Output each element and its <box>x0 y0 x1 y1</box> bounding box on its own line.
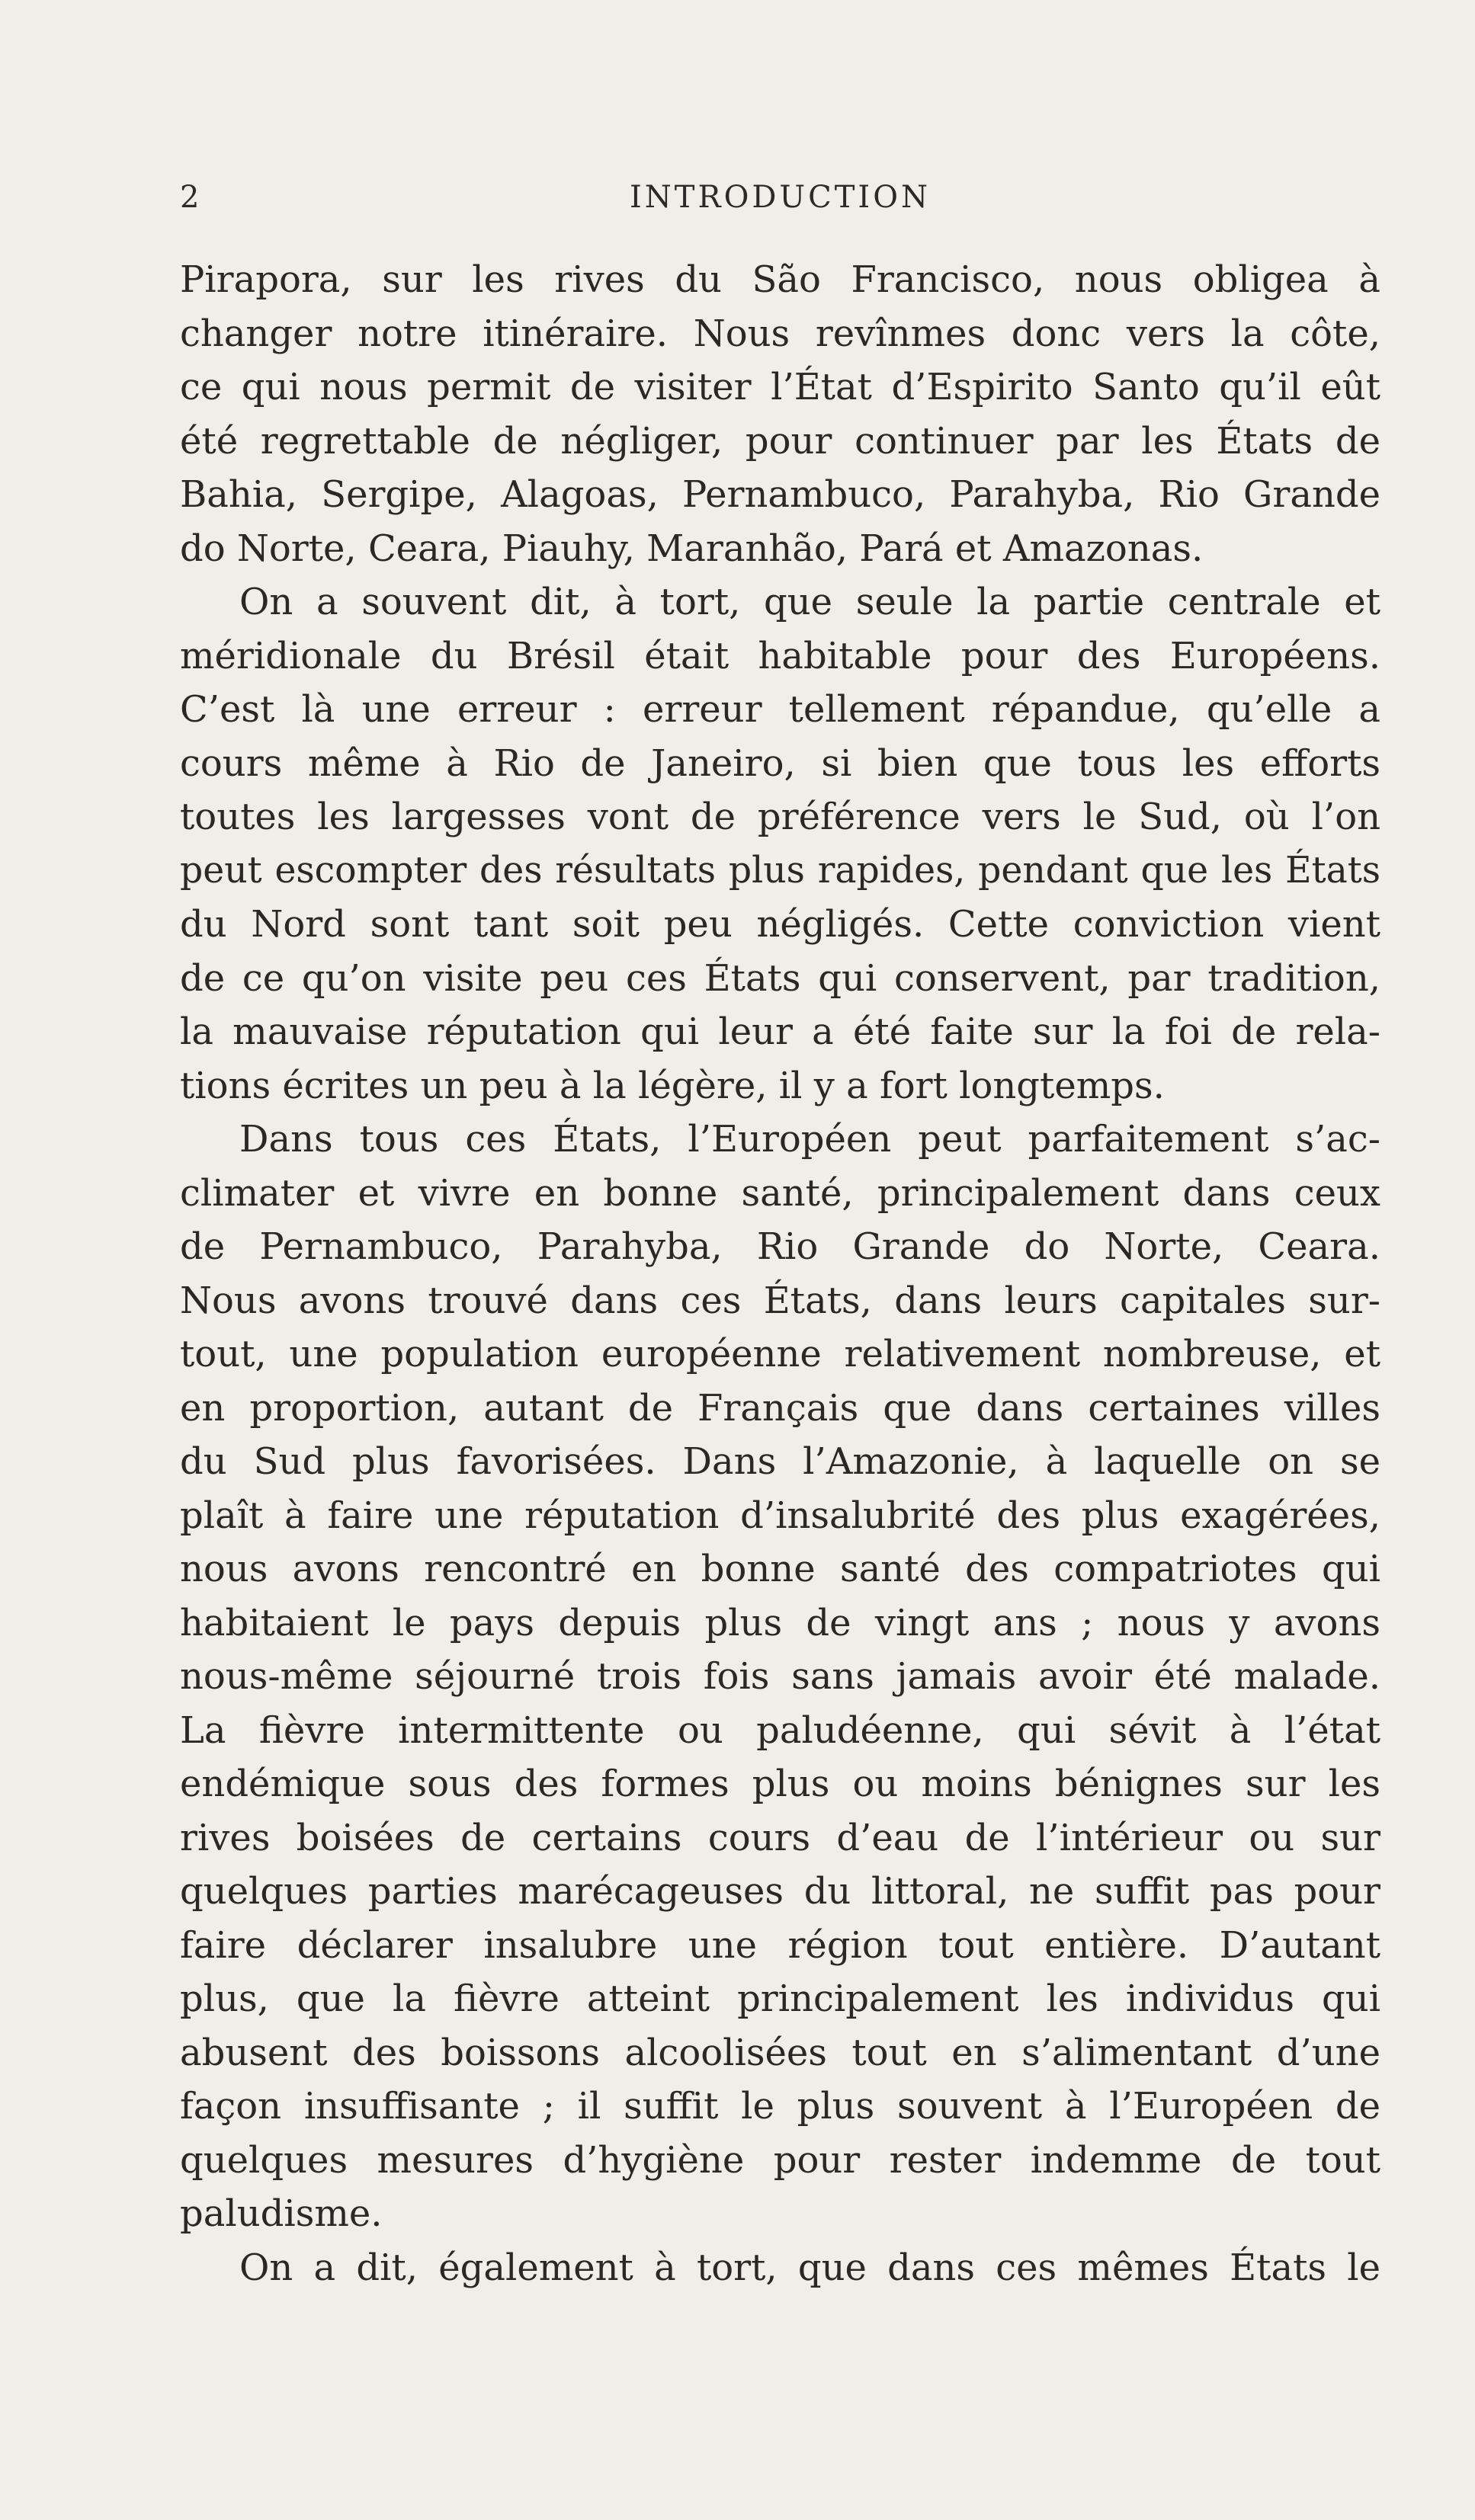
text-line: Pirapora, sur les rives du São Francisco, nous obligea à <box>180 258 1380 301</box>
text-line: quelques mesures d’hygiène pour rester indemme de tout <box>180 2138 1380 2182</box>
text-line: été regrettable de négliger, pour continuer par les États de <box>180 419 1380 463</box>
text-line: nous-même séjourné trois fois sans jamais avoir été malade. <box>180 1655 1380 1698</box>
text-line: changer notre itinéraire. Nous revînmes donc vers la côte, <box>180 312 1380 355</box>
text-line: peut escompter des résultats plus rapides, pendant que les États <box>180 849 1380 892</box>
text-line: tout, une population européenne relativement nombreuse, et <box>180 1333 1380 1375</box>
text-line: do Norte, Ceara, Piauhy, Maranhão, Pará et Amazonas. <box>180 527 1204 570</box>
text-line: endémique sous des formes plus ou moins bénignes sur les <box>180 1763 1380 1805</box>
running-head <box>180 180 1380 226</box>
text-line: de Pernambuco, Parahyba, Rio Grande do Norte, Ceara. <box>180 1225 1380 1268</box>
text-line: quelques parties marécageuses du littoral, ne suffit pas pour <box>180 1870 1380 1913</box>
text-line: Nous avons trouvé dans ces États, dans leurs capitales sur- <box>180 1279 1380 1322</box>
text-line: cours même à Rio de Janeiro, si bien que tous les efforts <box>180 741 1380 785</box>
text-line: C’est là une erreur : erreur tellement répandue, qu’elle a <box>180 688 1380 731</box>
running-title: INTRODUCTION <box>629 180 931 215</box>
text-line: habitaient le pays depuis plus de vingt ans ; nous y avons <box>180 1601 1380 1644</box>
text-line: du Nord sont tant soit peu négligés. Cette conviction vient <box>180 903 1380 946</box>
body-text <box>180 253 1380 2294</box>
text-line: toutes les largesses vont de préférence vers le Sud, où l’on <box>180 796 1380 838</box>
text-line: façon insuffisante ; il suffit le plus souvent à l’Européen de <box>180 2085 1380 2128</box>
page-number: 2 <box>180 180 201 215</box>
text-line: paludisme. <box>180 2192 383 2235</box>
text-line: Dans tous ces États, l’Européen peut parfaitement s’ac- <box>239 1118 1380 1161</box>
text-line: On a souvent dit, à tort, que seule la partie centrale et <box>239 581 1380 623</box>
text-line: la mauvaise réputation qui leur a été faite sur la foi de rela- <box>180 1010 1380 1053</box>
text-line: du Sud plus favorisées. Dans l’Amazonie, à laquelle on se <box>180 1440 1380 1483</box>
text-line: plaît à faire une réputation d’insalubrité des plus exagérées, <box>180 1494 1380 1537</box>
text-line: Bahia, Sergipe, Alagoas, Pernambuco, Parahyba, Rio Grande <box>180 473 1380 516</box>
text-line: plus, que la fièvre atteint principalement les individus qui <box>180 1977 1380 2020</box>
text-line: climater et vivre en bonne santé, principalement dans ceux <box>180 1171 1380 1215</box>
text-line: de ce qu’on visite peu ces États qui conservent, par tradition, <box>180 956 1380 1000</box>
text-line: ce qui nous permit de visiter l’État d’Espirito Santo qu’il eût <box>180 366 1380 408</box>
text-line: méridionale du Brésil était habitable pour des Européens. <box>180 634 1380 677</box>
text-line: La fièvre intermittente ou paludéenne, qui sévit à l’état <box>180 1708 1380 1752</box>
text-line: abusent des boissons alcoolisées tout en s’alimentant d’une <box>180 2031 1380 2074</box>
text-line: rives boisées de certains cours d’eau de l’intérieur ou sur <box>180 1816 1380 1859</box>
text-line: nous avons rencontré en bonne santé des compatriotes qui <box>180 1548 1380 1590</box>
text-line: tions écrites un peu à la légère, il y a fort longtemps. <box>180 1064 1165 1107</box>
text-line: On a dit, également à tort, que dans ces mêmes États le <box>239 2246 1380 2289</box>
text-line: faire déclarer insalubre une région tout entière. D’autant <box>180 1923 1380 1967</box>
text-line: en proportion, autant de Français que dans certaines villes <box>180 1386 1380 1430</box>
